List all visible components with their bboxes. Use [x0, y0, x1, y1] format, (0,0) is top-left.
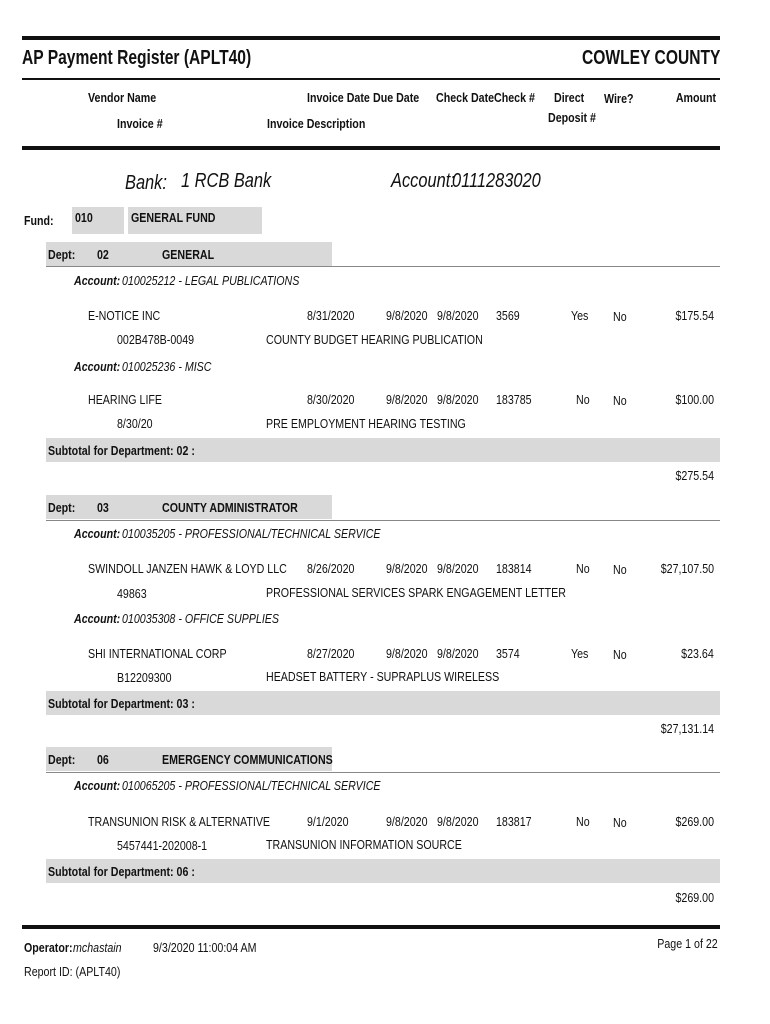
- direct-deposit: No: [576, 561, 590, 576]
- account-label: Account:: [74, 359, 121, 374]
- amount: $27,107.50: [660, 561, 714, 576]
- fund-code: 010: [75, 210, 93, 225]
- bank-label: Bank:: [125, 172, 167, 194]
- direct-deposit: Yes: [571, 646, 589, 661]
- invoice-number: B12209300: [117, 670, 172, 685]
- col-due-date: Due Date: [373, 90, 420, 105]
- due-date: 9/8/2020: [386, 646, 428, 661]
- check-number: 183814: [496, 561, 532, 576]
- vendor-name: SWINDOLL JANZEN HAWK & LOYD LLC: [88, 561, 287, 576]
- dept-code: 02: [97, 247, 109, 262]
- operator-label: Operator:: [24, 940, 73, 955]
- fund-label: Fund:: [24, 213, 54, 228]
- direct-deposit: No: [576, 814, 590, 829]
- check-number: 3569: [496, 308, 520, 323]
- direct-deposit: No: [576, 392, 590, 407]
- dept-label: Dept:: [48, 247, 76, 262]
- invoice-description: HEADSET BATTERY - SUPRAPLUS WIRELESS: [266, 669, 500, 684]
- invoice-number: 002B478B-0049: [117, 332, 195, 347]
- due-date: 9/8/2020: [386, 308, 428, 323]
- bank-value: 1 RCB Bank: [181, 170, 272, 192]
- check-date: 9/8/2020: [437, 814, 479, 829]
- invoice-description: COUNTY BUDGET HEARING PUBLICATION: [266, 332, 483, 347]
- invoice-number: 49863: [117, 586, 147, 601]
- col-invoice-no: Invoice #: [117, 116, 163, 131]
- check-date: 9/8/2020: [437, 308, 479, 323]
- check-number: 3574: [496, 646, 520, 661]
- wire: No: [613, 309, 627, 324]
- account-label: Account:: [74, 526, 121, 541]
- col-deposit-no: Deposit #: [548, 110, 596, 125]
- wire: No: [613, 815, 627, 830]
- account-value: 010025212 - LEGAL PUBLICATIONS: [122, 273, 300, 288]
- subtotal-amount: $27,131.14: [660, 721, 714, 736]
- col-wire: Wire?: [604, 91, 634, 106]
- account-label: Account:: [74, 273, 121, 288]
- operator-name: mchastain: [73, 940, 122, 955]
- report-timestamp: 9/3/2020 11:00:04 AM: [153, 940, 257, 955]
- wire: No: [613, 562, 627, 577]
- invoice-date: 8/26/2020: [307, 561, 355, 576]
- check-date: 9/8/2020: [437, 561, 479, 576]
- amount: $269.00: [675, 814, 714, 829]
- account-label: Account:: [391, 170, 455, 192]
- account-label: Account:: [74, 778, 121, 793]
- report-id: Report ID: (APLT40): [24, 964, 121, 979]
- invoice-description: PROFESSIONAL SERVICES SPARK ENGAGEMENT LETTER: [266, 585, 566, 600]
- check-date: 9/8/2020: [437, 392, 479, 407]
- vendor-name: E-NOTICE INC: [88, 308, 161, 323]
- report-title: AP Payment Register (APLT40): [22, 47, 252, 69]
- dept-label: Dept:: [48, 752, 76, 767]
- dept-code: 06: [97, 752, 109, 767]
- invoice-date: 8/30/2020: [307, 392, 355, 407]
- account-value: 010065205 - PROFESSIONAL/TECHNICAL SERVICE: [122, 778, 381, 793]
- subtotal-label: Subtotal for Department: 06 :: [48, 864, 195, 879]
- amount: $23.64: [681, 646, 714, 661]
- county-name: COWLEY COUNTY: [581, 47, 720, 69]
- vendor-name: HEARING LIFE: [88, 392, 163, 407]
- amount: $175.54: [675, 308, 714, 323]
- account-value: 0111283020: [452, 170, 541, 192]
- direct-deposit: Yes: [571, 308, 589, 323]
- top-rule: [22, 36, 720, 40]
- invoice-date: 9/1/2020: [307, 814, 349, 829]
- dept-name: GENERAL: [162, 247, 215, 262]
- col-vendor-name: Vendor Name: [88, 90, 157, 105]
- vendor-name: TRANSUNION RISK & ALTERNATIVE: [88, 814, 271, 829]
- dept-03-line: [46, 520, 720, 521]
- col-amount: Amount: [675, 90, 716, 105]
- invoice-number: 8/30/20: [117, 416, 153, 431]
- page-number: Page 1 of 22: [657, 936, 718, 951]
- account-value: 010035205 - PROFESSIONAL/TECHNICAL SERVICE: [122, 526, 381, 541]
- wire: No: [613, 647, 627, 662]
- due-date: 9/8/2020: [386, 561, 428, 576]
- header-bottom-rule: [22, 146, 720, 150]
- wire: No: [613, 393, 627, 408]
- dept-06-line: [46, 772, 720, 773]
- dept-code: 03: [97, 500, 109, 515]
- vendor-name: SHI INTERNATIONAL CORP: [88, 646, 227, 661]
- invoice-date: 8/31/2020: [307, 308, 355, 323]
- due-date: 9/8/2020: [386, 814, 428, 829]
- subtotal-amount: $275.54: [675, 468, 714, 483]
- check-number: 183785: [496, 392, 532, 407]
- subtotal-label: Subtotal for Department: 03 :: [48, 696, 195, 711]
- invoice-description: TRANSUNION INFORMATION SOURCE: [266, 837, 462, 852]
- dept-label: Dept:: [48, 500, 76, 515]
- invoice-number: 5457441-202008-1: [117, 838, 208, 853]
- col-invoice-description: Invoice Description: [267, 116, 366, 131]
- col-invoice-date: Invoice Date: [307, 90, 370, 105]
- amount: $100.00: [675, 392, 714, 407]
- check-date: 9/8/2020: [437, 646, 479, 661]
- subtotal-label: Subtotal for Department: 02 :: [48, 443, 195, 458]
- account-value: 010025236 - MISC: [122, 359, 212, 374]
- check-number: 183817: [496, 814, 532, 829]
- col-check-date: Check Date: [436, 90, 495, 105]
- col-check-no: Check #: [494, 90, 535, 105]
- account-value: 010035308 - OFFICE SUPPLIES: [122, 611, 280, 626]
- dept-02-line: [46, 266, 720, 267]
- subtotal-amount: $269.00: [675, 890, 714, 905]
- col-direct: Direct: [554, 90, 585, 105]
- footer-rule: [22, 925, 720, 929]
- account-label: Account:: [74, 611, 121, 626]
- dept-name: EMERGENCY COMMUNICATIONS: [162, 752, 333, 767]
- header-rule: [22, 78, 720, 80]
- fund-name: GENERAL FUND: [131, 210, 216, 225]
- due-date: 9/8/2020: [386, 392, 428, 407]
- invoice-description: PRE EMPLOYMENT HEARING TESTING: [266, 416, 466, 431]
- dept-name: COUNTY ADMINISTRATOR: [162, 500, 298, 515]
- invoice-date: 8/27/2020: [307, 646, 355, 661]
